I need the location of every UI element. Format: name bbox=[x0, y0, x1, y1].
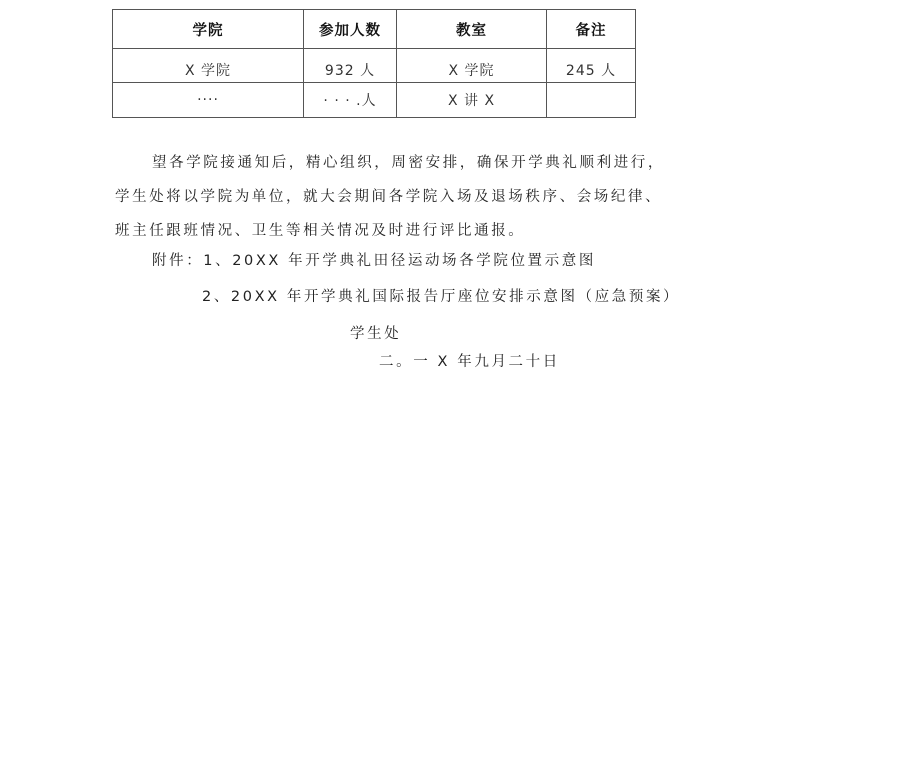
header-college: 学院 bbox=[113, 10, 304, 49]
attachment-line-2: 2、20XX 年开学典礼国际报告厅座位安排示意图（应急预案） bbox=[202, 289, 681, 305]
table-cell: X 讲 X bbox=[397, 83, 547, 118]
table-cell: X 学院 bbox=[397, 49, 547, 83]
table-row bbox=[113, 49, 636, 83]
table-cell: 245 人 bbox=[547, 49, 636, 83]
table-cell bbox=[547, 83, 636, 118]
table-cell: · · · .人 bbox=[304, 83, 397, 118]
table-row bbox=[113, 83, 636, 118]
attendance-table bbox=[112, 9, 636, 118]
signature-date: 二。一 X 年九月二十日 bbox=[379, 354, 560, 370]
header-classroom: 教室 bbox=[397, 10, 547, 49]
table-header-row bbox=[113, 10, 636, 49]
header-attendance-count: 参加人数 bbox=[304, 10, 397, 49]
table-cell: 932 人 bbox=[304, 49, 397, 83]
body-paragraph: 望各学院接通知后，精心组织，周密安排，确保开学典礼顺利进行，学生处将以学院为单位，就大会期间各学院入场及退场秩序、会场纪律、班主任跟班情况、卫生等相关情况及时进行评比通报。 bbox=[115, 155, 665, 239]
attachment-line-1: 附件：1、20XX 年开学典礼田径运动场各学院位置示意图 bbox=[152, 253, 596, 269]
signature-department: 学生处 bbox=[350, 326, 402, 342]
header-remarks: 备注 bbox=[547, 10, 636, 49]
table-cell: X 学院 bbox=[113, 49, 304, 83]
table-cell: ···· bbox=[113, 83, 304, 118]
